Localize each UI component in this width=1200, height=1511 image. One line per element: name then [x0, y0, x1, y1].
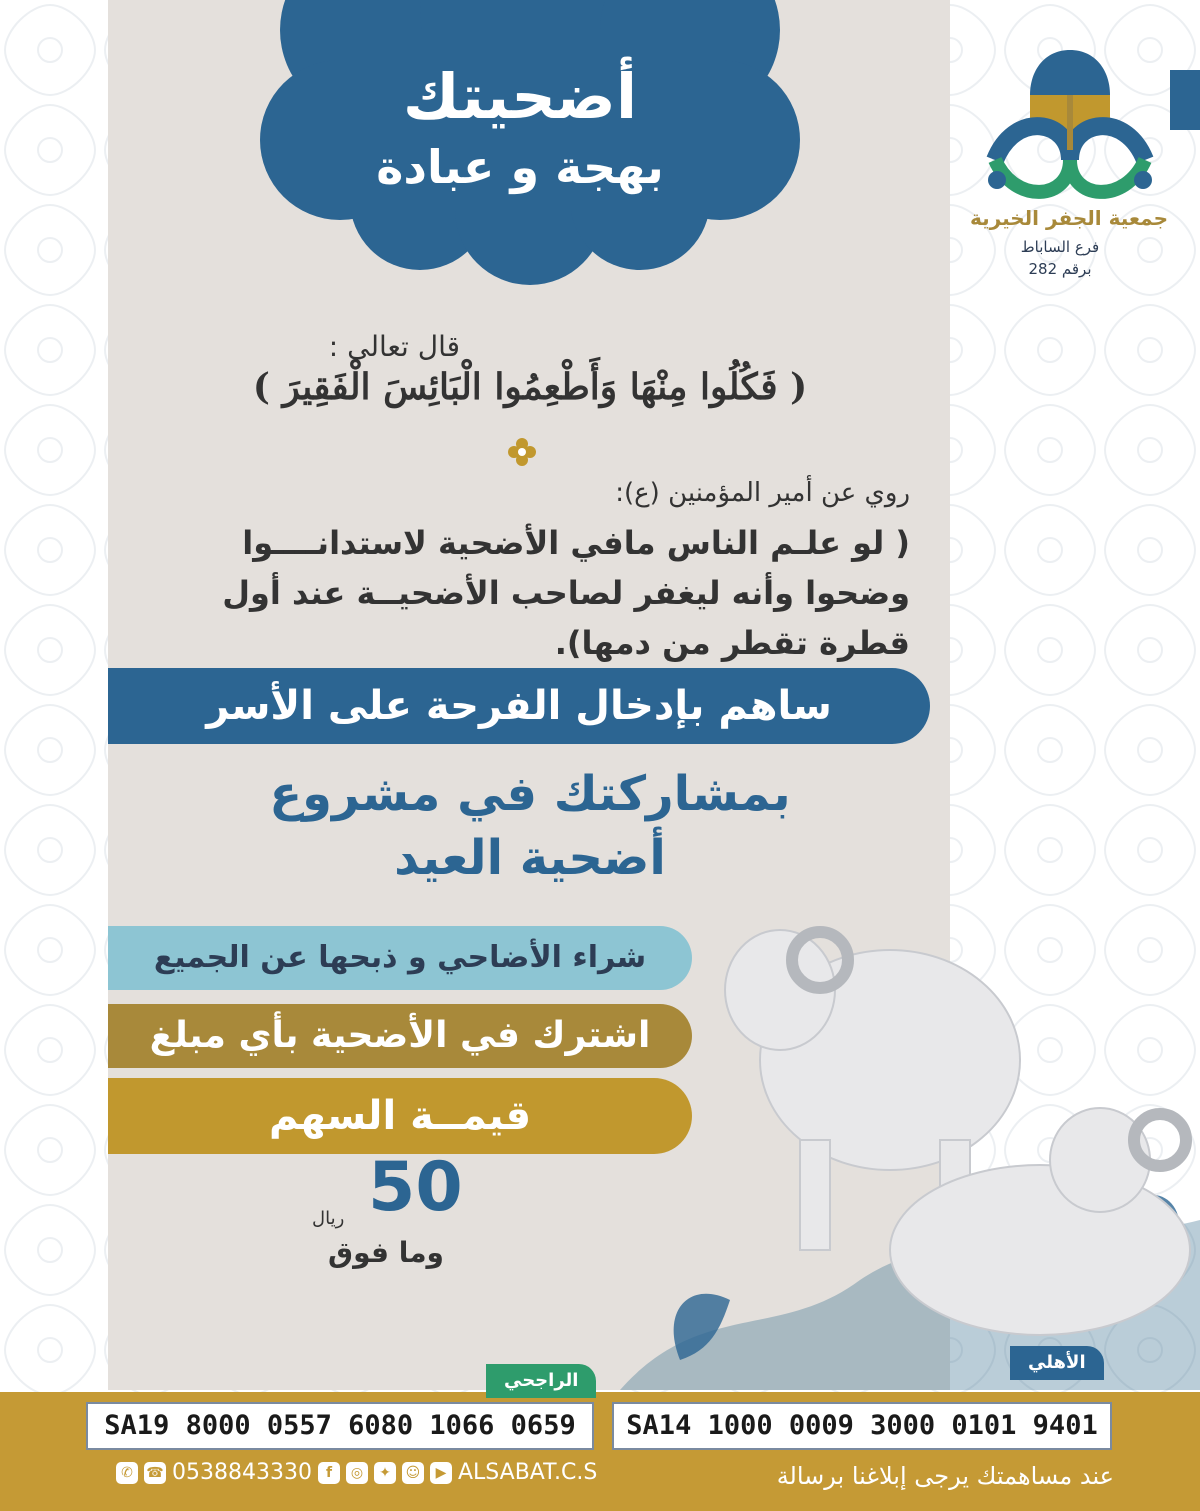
- org-registration: برقم 282: [1028, 260, 1092, 278]
- offer-buy-slaughter: شراء الأضاحي و ذبحها عن الجميع: [108, 926, 692, 990]
- campaign-subtitle-1: بمشاركتك في مشروع: [269, 766, 791, 822]
- whatsapp-icon[interactable]: ✆: [116, 1462, 138, 1484]
- bank-label-rajhi: الراجحي: [486, 1364, 596, 1398]
- quran-verse: ( فَكُلُوا مِنْهَا وَأَطْعِمُوا الْبَائِسَ الْفَقِيرَ ): [252, 366, 808, 408]
- quran-intro: قال تعالى :: [328, 330, 460, 363]
- twitter-icon[interactable]: ✦: [374, 1462, 396, 1484]
- phone-number[interactable]: 0538843330: [172, 1460, 312, 1485]
- snapchat-icon[interactable]: ☺: [402, 1462, 424, 1484]
- instagram-icon[interactable]: ◎: [346, 1462, 368, 1484]
- campaign-banner: ساهم بإدخال الفرحة على الأسر: [108, 668, 930, 744]
- youtube-icon[interactable]: ▶: [430, 1462, 452, 1484]
- hadith-text: [130, 518, 910, 668]
- hadith-line: وضحوا وأنه ليغفر لصاحب الأضحيــة عند أول: [222, 574, 910, 612]
- iban-ahli: SA14 1000 0009 3000 0101 9401: [612, 1402, 1112, 1450]
- org-name: جمعية الجفر الخيرية: [970, 206, 1168, 230]
- org-logo: [975, 40, 1165, 220]
- org-branch: فرع الساباط: [1020, 238, 1100, 256]
- page-subtitle: بهجة و عبادة: [376, 140, 664, 194]
- hadith-intro: روي عن أمير المؤمنين (ع):: [615, 478, 910, 508]
- bank-label-ahli: الأهلي: [1010, 1346, 1104, 1380]
- contact-row: [116, 1460, 597, 1485]
- iban-rajhi: SA19 8000 0557 6080 1066 0659: [86, 1402, 594, 1450]
- offer-contribute: اشترك في الأضحية بأي مبلغ: [108, 1004, 692, 1068]
- campaign-subtitle-2: أضحية العيد: [394, 830, 666, 886]
- share-amount: 50: [368, 1148, 463, 1227]
- side-accent: [1170, 70, 1200, 130]
- share-value-label: قيمــة السهم: [108, 1078, 692, 1154]
- contribution-notice: عند مساهمتك يرجى إبلاغنا برسالة: [776, 1462, 1114, 1490]
- hadith-line: ( لو علـم الناس مافي الأضحية لاستدانــــوا: [242, 524, 910, 562]
- amount-above-label: وما فوق: [328, 1236, 444, 1269]
- facebook-icon[interactable]: f: [318, 1462, 340, 1484]
- phone-icon[interactable]: ☎: [144, 1462, 166, 1484]
- currency-label: ريال: [312, 1208, 345, 1229]
- hadith-line: قطرة تقطر من دمها).: [554, 624, 910, 662]
- flower-ornament-icon: [508, 438, 536, 466]
- sheep-illustration: [620, 920, 1200, 1390]
- social-handle[interactable]: ALSABAT.C.S: [457, 1460, 598, 1485]
- page-title: أضحيتك: [402, 60, 638, 133]
